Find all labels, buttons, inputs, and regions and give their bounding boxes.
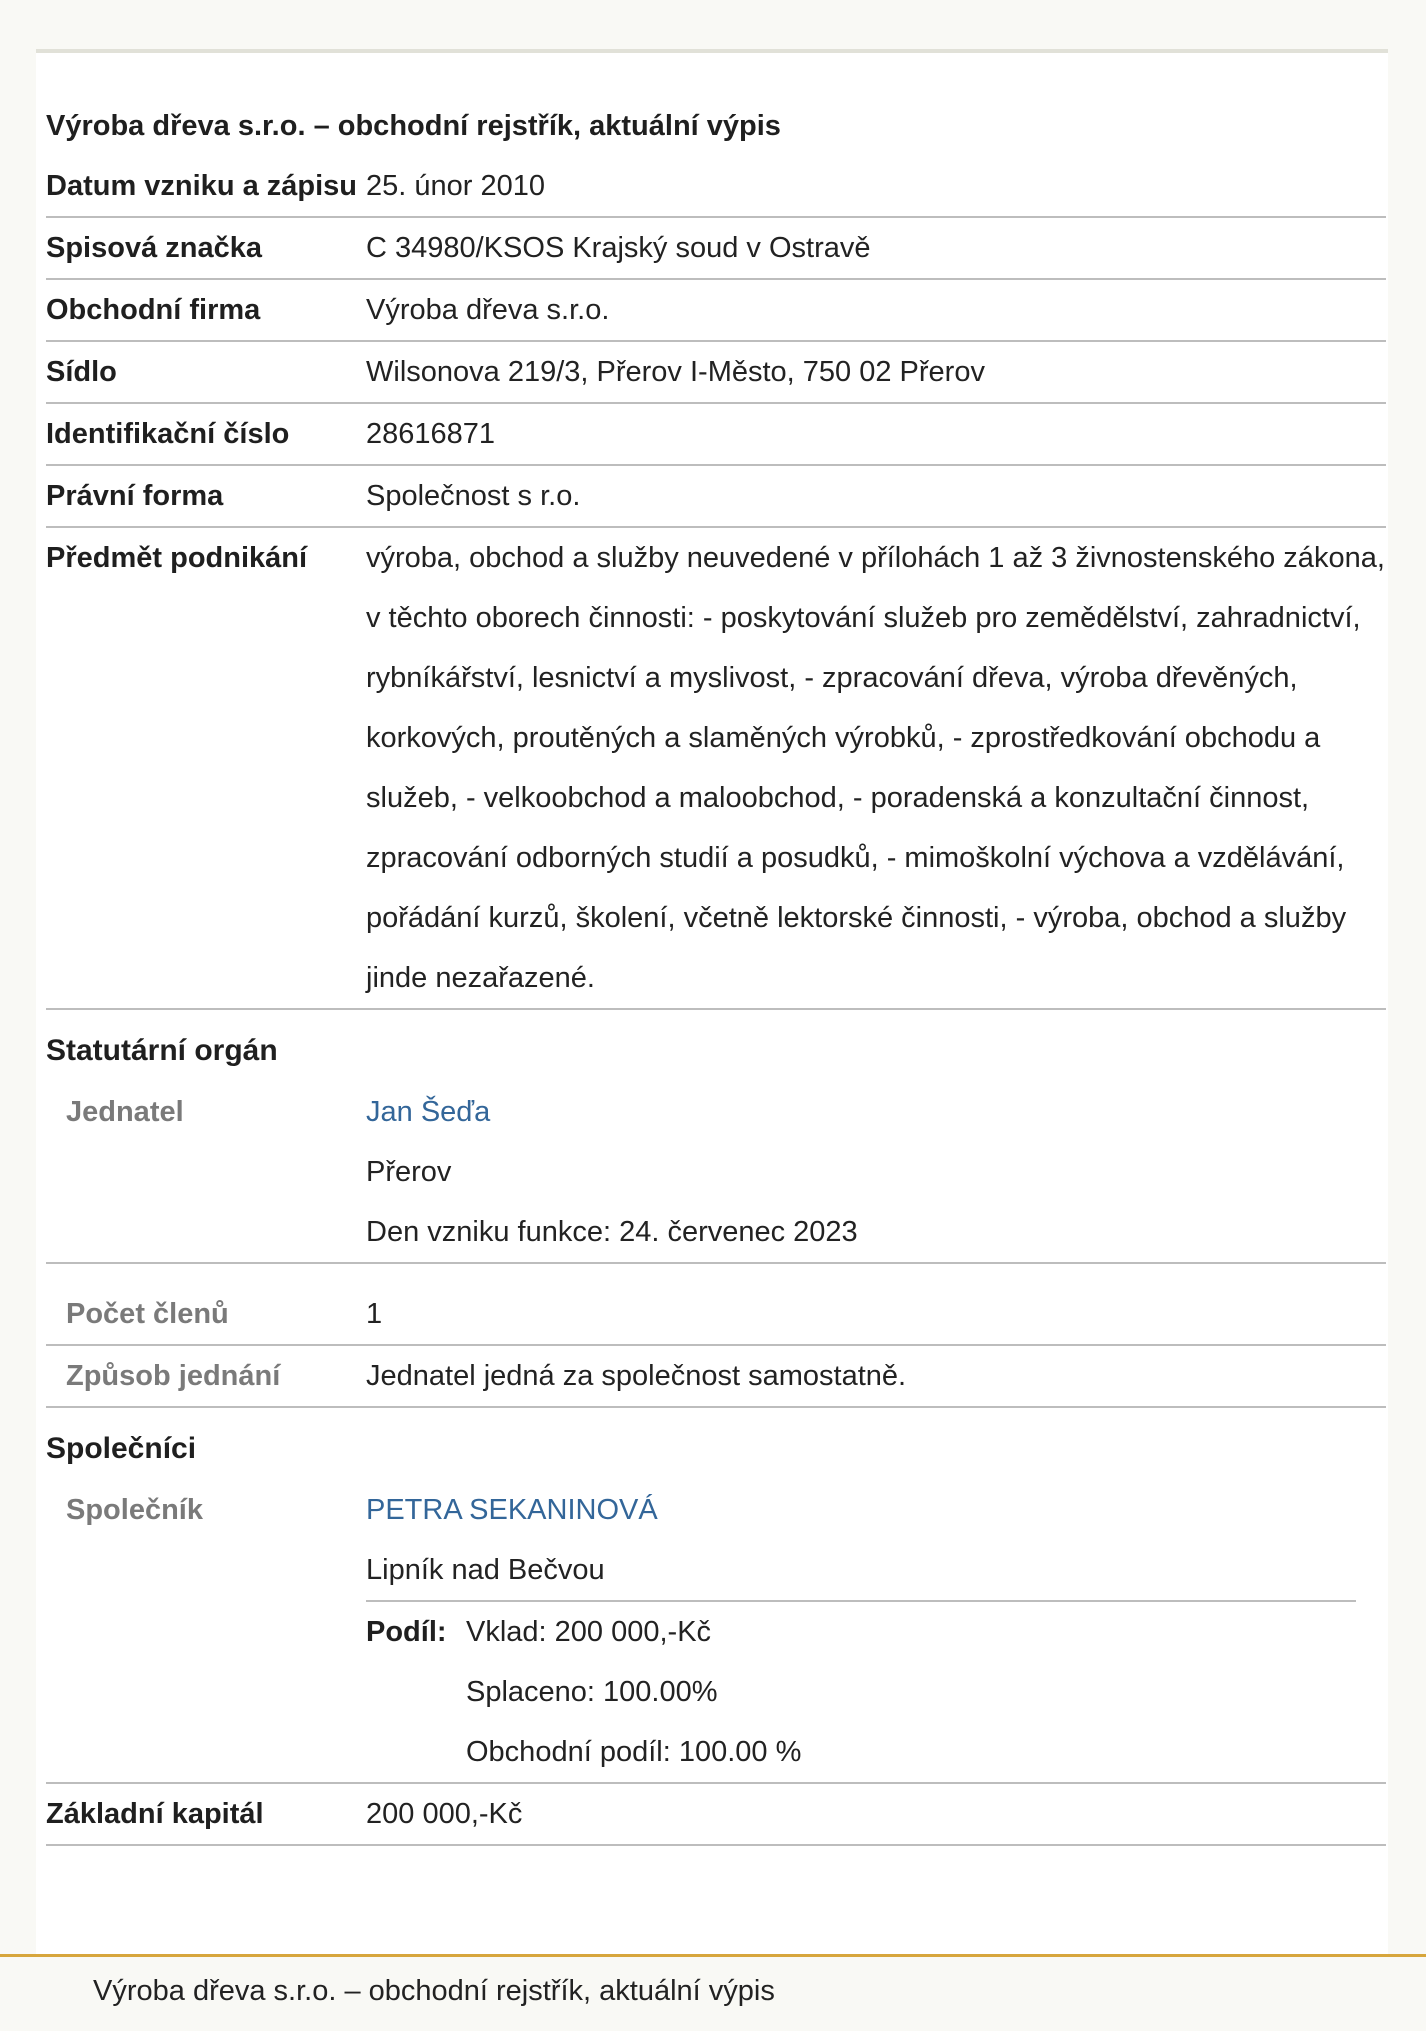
share-deposit: Vklad: 200 000,-Kč [466,1616,712,1648]
page-title: Výroba dřeva s.r.o. – obchodní rejstřík, aktuální výpis [46,110,781,142]
row-label: Společník [66,1494,203,1526]
share-label: Podíl: [366,1616,447,1648]
row-partner [46,1480,1386,1784]
section-title-statutory: Statutární orgán [46,1034,278,1067]
row-value: 28616871 [366,418,496,450]
row-id-number [46,404,1386,466]
share-values [466,1602,801,1782]
row-label: Sídlo [46,356,117,388]
row-value: výroba, obchod a služby neuvedené v přílohách 1 až 3 živnostenského zákona, v těchto oborech činnosti: - poskytování služeb pro zemědělství, zahradnictví, rybníkářství, lesnictví a myslivost, - zpracování dřeva, výroba dřevěných, korkových, proutěných a slaměných výrobků, - zprostředkování obchodu a služeb, - velkoobchod a maloobchod, - poradenská a konzultační činnost, zpracování odborných studií a posudků, - mimoškolní výchova a vzdělávání, pořádání kurzů, školení, včetně lektorské činnosti, - výroba, obchod a služby jinde nezařazené. [366,542,1385,994]
jednatel-since: Den vzniku funkce: 24. červenec 2023 [366,1216,858,1248]
row-value: Wilsonova 219/3, Přerov I-Město, 750 02 Přerov [366,356,985,388]
row-value: Jednatel jedná za společnost samostatně. [366,1360,907,1392]
row-members-count [46,1264,1386,1346]
row-label: Právní forma [46,480,224,512]
row-business-subject [46,528,1386,1010]
row-acting-method [46,1346,1386,1408]
row-jednatel [46,1082,1386,1264]
jednatel-city: Přerov [366,1156,452,1188]
row-label: Počet členů [66,1298,229,1330]
row-value: 25. únor 2010 [366,170,545,202]
register-content [46,96,1386,1846]
row-value: Výroba dřeva s.r.o. [366,294,610,326]
row-capital [46,1784,1386,1846]
row-legal-form [46,466,1386,528]
row-label: Spisová značka [46,232,262,264]
register-card [36,49,1388,1954]
row-date [46,156,1386,218]
row-value: C 34980/KSOS Krajský soud v Ostravě [366,232,871,264]
row-label: Identifikační číslo [46,418,290,450]
row-label: Základní kapitál [46,1798,264,1830]
row-address [46,342,1386,404]
partner-city: Lipník nad Bečvou [366,1554,605,1586]
row-value: Společnost s r.o. [366,480,581,512]
partner-details [366,1480,1386,1782]
footer-text: Výroba dřeva s.r.o. – obchodní rejstřík, aktuální výpis [93,1975,775,2007]
row-label: Jednatel [66,1096,184,1128]
partner-name-link[interactable]: PETRA SEKANINOVÁ [366,1494,658,1526]
row-label: Obchodní firma [46,294,261,326]
row-value: 200 000,-Kč [366,1798,523,1830]
row-value: 1 [366,1298,383,1330]
row-label: Předmět podnikání [46,542,308,574]
row-label: Datum vzniku a zápisu [46,170,358,202]
share-block [366,1602,1386,1782]
jednatel-name-link[interactable]: Jan Šeďa [366,1096,491,1128]
footer [0,1954,1426,2031]
jednatel-details [366,1082,1386,1262]
section-title-partners: Společníci [46,1432,197,1465]
row-label: Způsob jednání [66,1360,281,1392]
share-paid: Splaceno: 100.00% [466,1676,718,1708]
share-business-share: Obchodní podíl: 100.00 % [466,1736,802,1768]
row-business-name [46,280,1386,342]
row-file-number [46,218,1386,280]
